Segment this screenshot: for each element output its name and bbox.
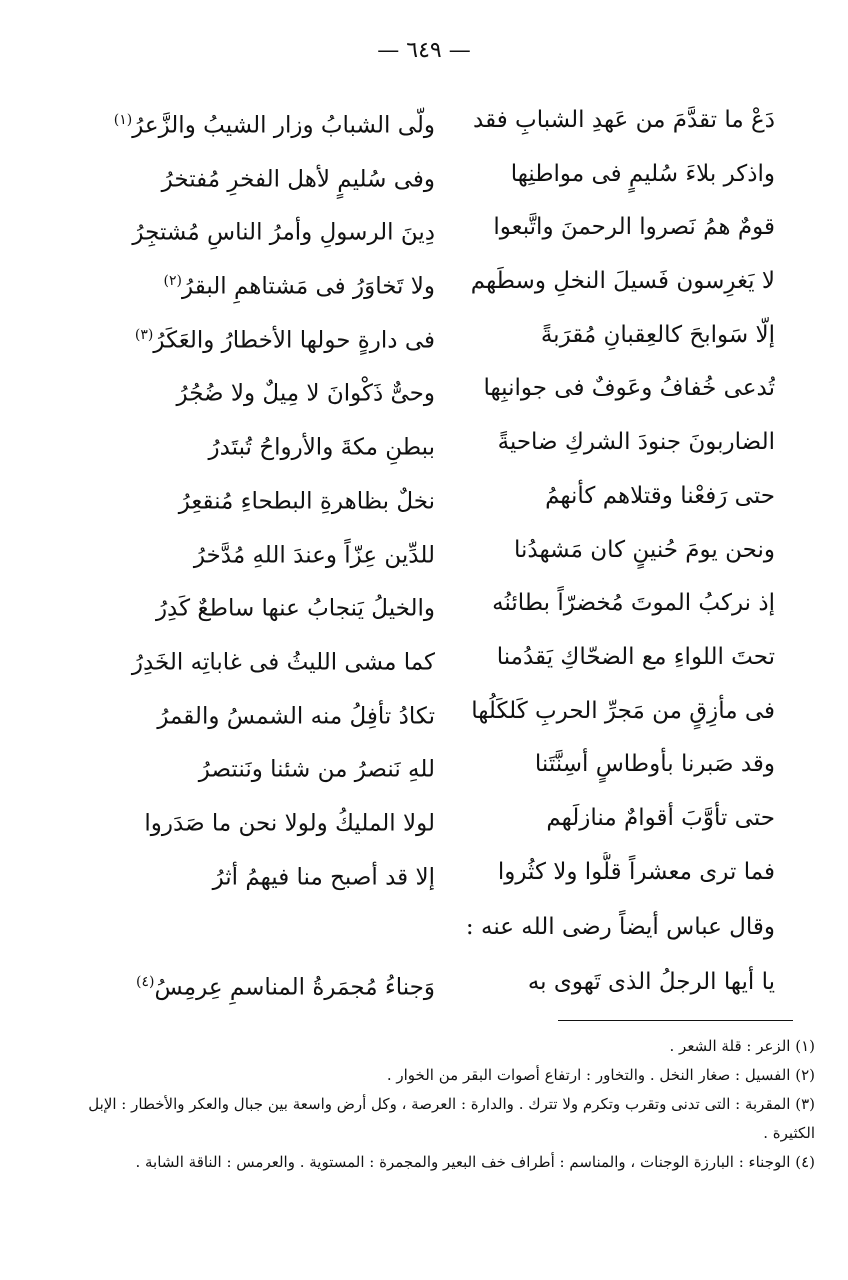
verse-second-hemistich: نخلٌ بظاهرةِ البطحاءِ مُنقعِرُ	[178, 488, 435, 515]
footnote: (٣) المقربة : التى تدنى وتقرب وتكرم ولا تترك . والدارة : العرصة ، وكل أرض واسعة بين جبال والعكر والأخطار : الإبل الكثيرة .	[88, 1095, 815, 1142]
verse-first-hemistich: يا أيها الرجلُ الذى تَهوى به	[527, 969, 775, 995]
verse-first-hemistich: قومٌ همُ نَصروا الرحمنَ واتَّبعوا	[493, 214, 775, 241]
verse-first-hemistich: فما ترى معشراً قلُّوا ولا كثُروا	[497, 858, 775, 885]
verse-second-hemistich: للدِّين عِزّاً وعندَ اللهِ مُدَّخرُ	[193, 542, 435, 569]
verse-second-hemistich: لولا المليكُ ولولا نحن ما صَدَروا	[144, 810, 435, 837]
footnote-reference: (٢)	[163, 273, 182, 290]
poem-intro: وقال عباس أيضاً رضى الله عنه :	[465, 914, 775, 940]
verse-line	[95, 583, 775, 637]
verse-second-hemistich: إلا قد أصبح منا فيهمُ أثرُ	[212, 864, 435, 891]
verse-second-hemistich: فى دارةٍ حولها الأخطارُ والعَكَرُ$^{(٣)}$	[134, 326, 435, 354]
verse-first-hemistich: ونحن يومَ حُنينٍ كان مَشهدُنا	[513, 536, 775, 563]
page-number: — ٦٤٩ —	[377, 38, 471, 63]
verse-line	[95, 476, 775, 530]
verse-line	[95, 261, 775, 315]
verse-first-hemistich: الضاربونَ جنودَ الشركِ ضاحيةً	[497, 429, 775, 456]
verse-second-hemistich: والخيلُ يَنجابُ عنها ساطعٌ كَدِرُ	[155, 595, 435, 622]
verse-first-hemistich: إذ نركبُ الموتَ مُخضرّاً بطائنُه	[492, 590, 775, 617]
verse-second-hemistich: تكادُ تأفِلُ منه الشمسُ والقمرُ	[157, 703, 435, 730]
verse-line	[95, 852, 775, 906]
verse-line	[95, 530, 775, 584]
verse-line	[95, 962, 775, 1006]
verse-first-hemistich: واذكر بلاءَ سُليمٍ فى مواطنِها	[510, 160, 775, 187]
footnote: (٤) الوجناء : البارزة الوجنات ، والمناسم : أطراف خف البعير والمجمرة : المستوية . والعرمس : الناقة الشابة .	[135, 1153, 815, 1171]
verse-first-hemistich: حتى رَفعْنا وقتلاهم كأنهمُ	[545, 482, 775, 509]
footnote-divider	[558, 1020, 793, 1021]
verse-first-hemistich: وقد صَبرنا بأوطاسٍ أسِنَّتَنا	[534, 751, 775, 778]
footnote-reference: (١)	[113, 112, 133, 128]
verse-line	[95, 100, 775, 154]
verse-second-hemistich: كما مشى الليثُ فى غاباتِه الخَدِرُ	[131, 649, 435, 676]
verse-second-hemistich: ولا تَخاوَرُ فى مَشتاهمِ البقرُ$^{(٢)}$	[163, 273, 435, 300]
verse-second-hemistich: للهِ نَنصرُ من شئنا ونَنتصرُ	[198, 756, 435, 783]
verse-line	[95, 315, 775, 369]
verse-second-hemistich: وفى سُليمٍ لأهل الفخرِ مُفتخرُ	[161, 166, 435, 193]
verse-second-hemistich: وحىٌّ ذَكْوانَ لا مِيلٌ ولا ضُجُرُ	[176, 381, 435, 408]
verse-line	[95, 422, 775, 476]
verse-line	[95, 368, 775, 422]
footnote-reference: (٣)	[134, 326, 154, 343]
verse-first-hemistich: لا يَغرِسون فَسيلَ النخلِ وسطَهم	[470, 268, 775, 295]
verse-line	[95, 207, 775, 261]
verse-first-hemistich: فى مأزِقٍ من مَجرِّ الحربِ كَلكَلُها	[471, 697, 775, 724]
verse-first-hemistich: حتى تأوَّبَ أقوامٌ منازلَهم	[546, 804, 775, 831]
verse-line	[95, 744, 775, 798]
verse-line	[95, 637, 775, 691]
footnote: (١) الزعر : قلة الشعر .	[669, 1037, 815, 1055]
verse-line	[95, 154, 775, 208]
verse-second-hemistich: ببطنِ مكةَ والأرواحُ تُبتَدرُ	[208, 434, 435, 461]
footnotes	[55, 1032, 815, 1177]
verse-second-hemistich: ولّى الشبابُ وزار الشيبُ والزَّعرُ$^{(١)}$	[113, 112, 435, 139]
verse-first-hemistich: دَعْ ما تقدَّمَ من عَهدِ الشبابِ فقد	[473, 107, 775, 133]
verse-line	[95, 798, 775, 852]
verse-first-hemistich: تُدعى خُفافُ وعَوفٌ فى جوانبِها	[483, 375, 775, 402]
verse-second-hemistich: وَجناءُ مُجمَرةُ المناسمِ عِرمِسُ$^{(٤)}$	[136, 974, 435, 1001]
footnote: (٢) الفسيل : صغار النخل . والتخاور : ارتفاع أصوات البقر من الخوار .	[386, 1066, 815, 1084]
verse-line	[95, 691, 775, 745]
footnote-reference: (٤)	[136, 974, 155, 990]
poem-verses	[95, 100, 775, 905]
verse-first-hemistich: إلّا سَوابحَ كالعِقبانِ مُقرَبةً	[540, 321, 775, 348]
verse-second-hemistich: دِينَ الرسولِ وأمرُ الناسِ مُشتجِرُ	[132, 220, 435, 247]
verse-first-hemistich: تحتَ اللواءِ مع الضحّاكِ يَقدُمنا	[496, 643, 775, 670]
